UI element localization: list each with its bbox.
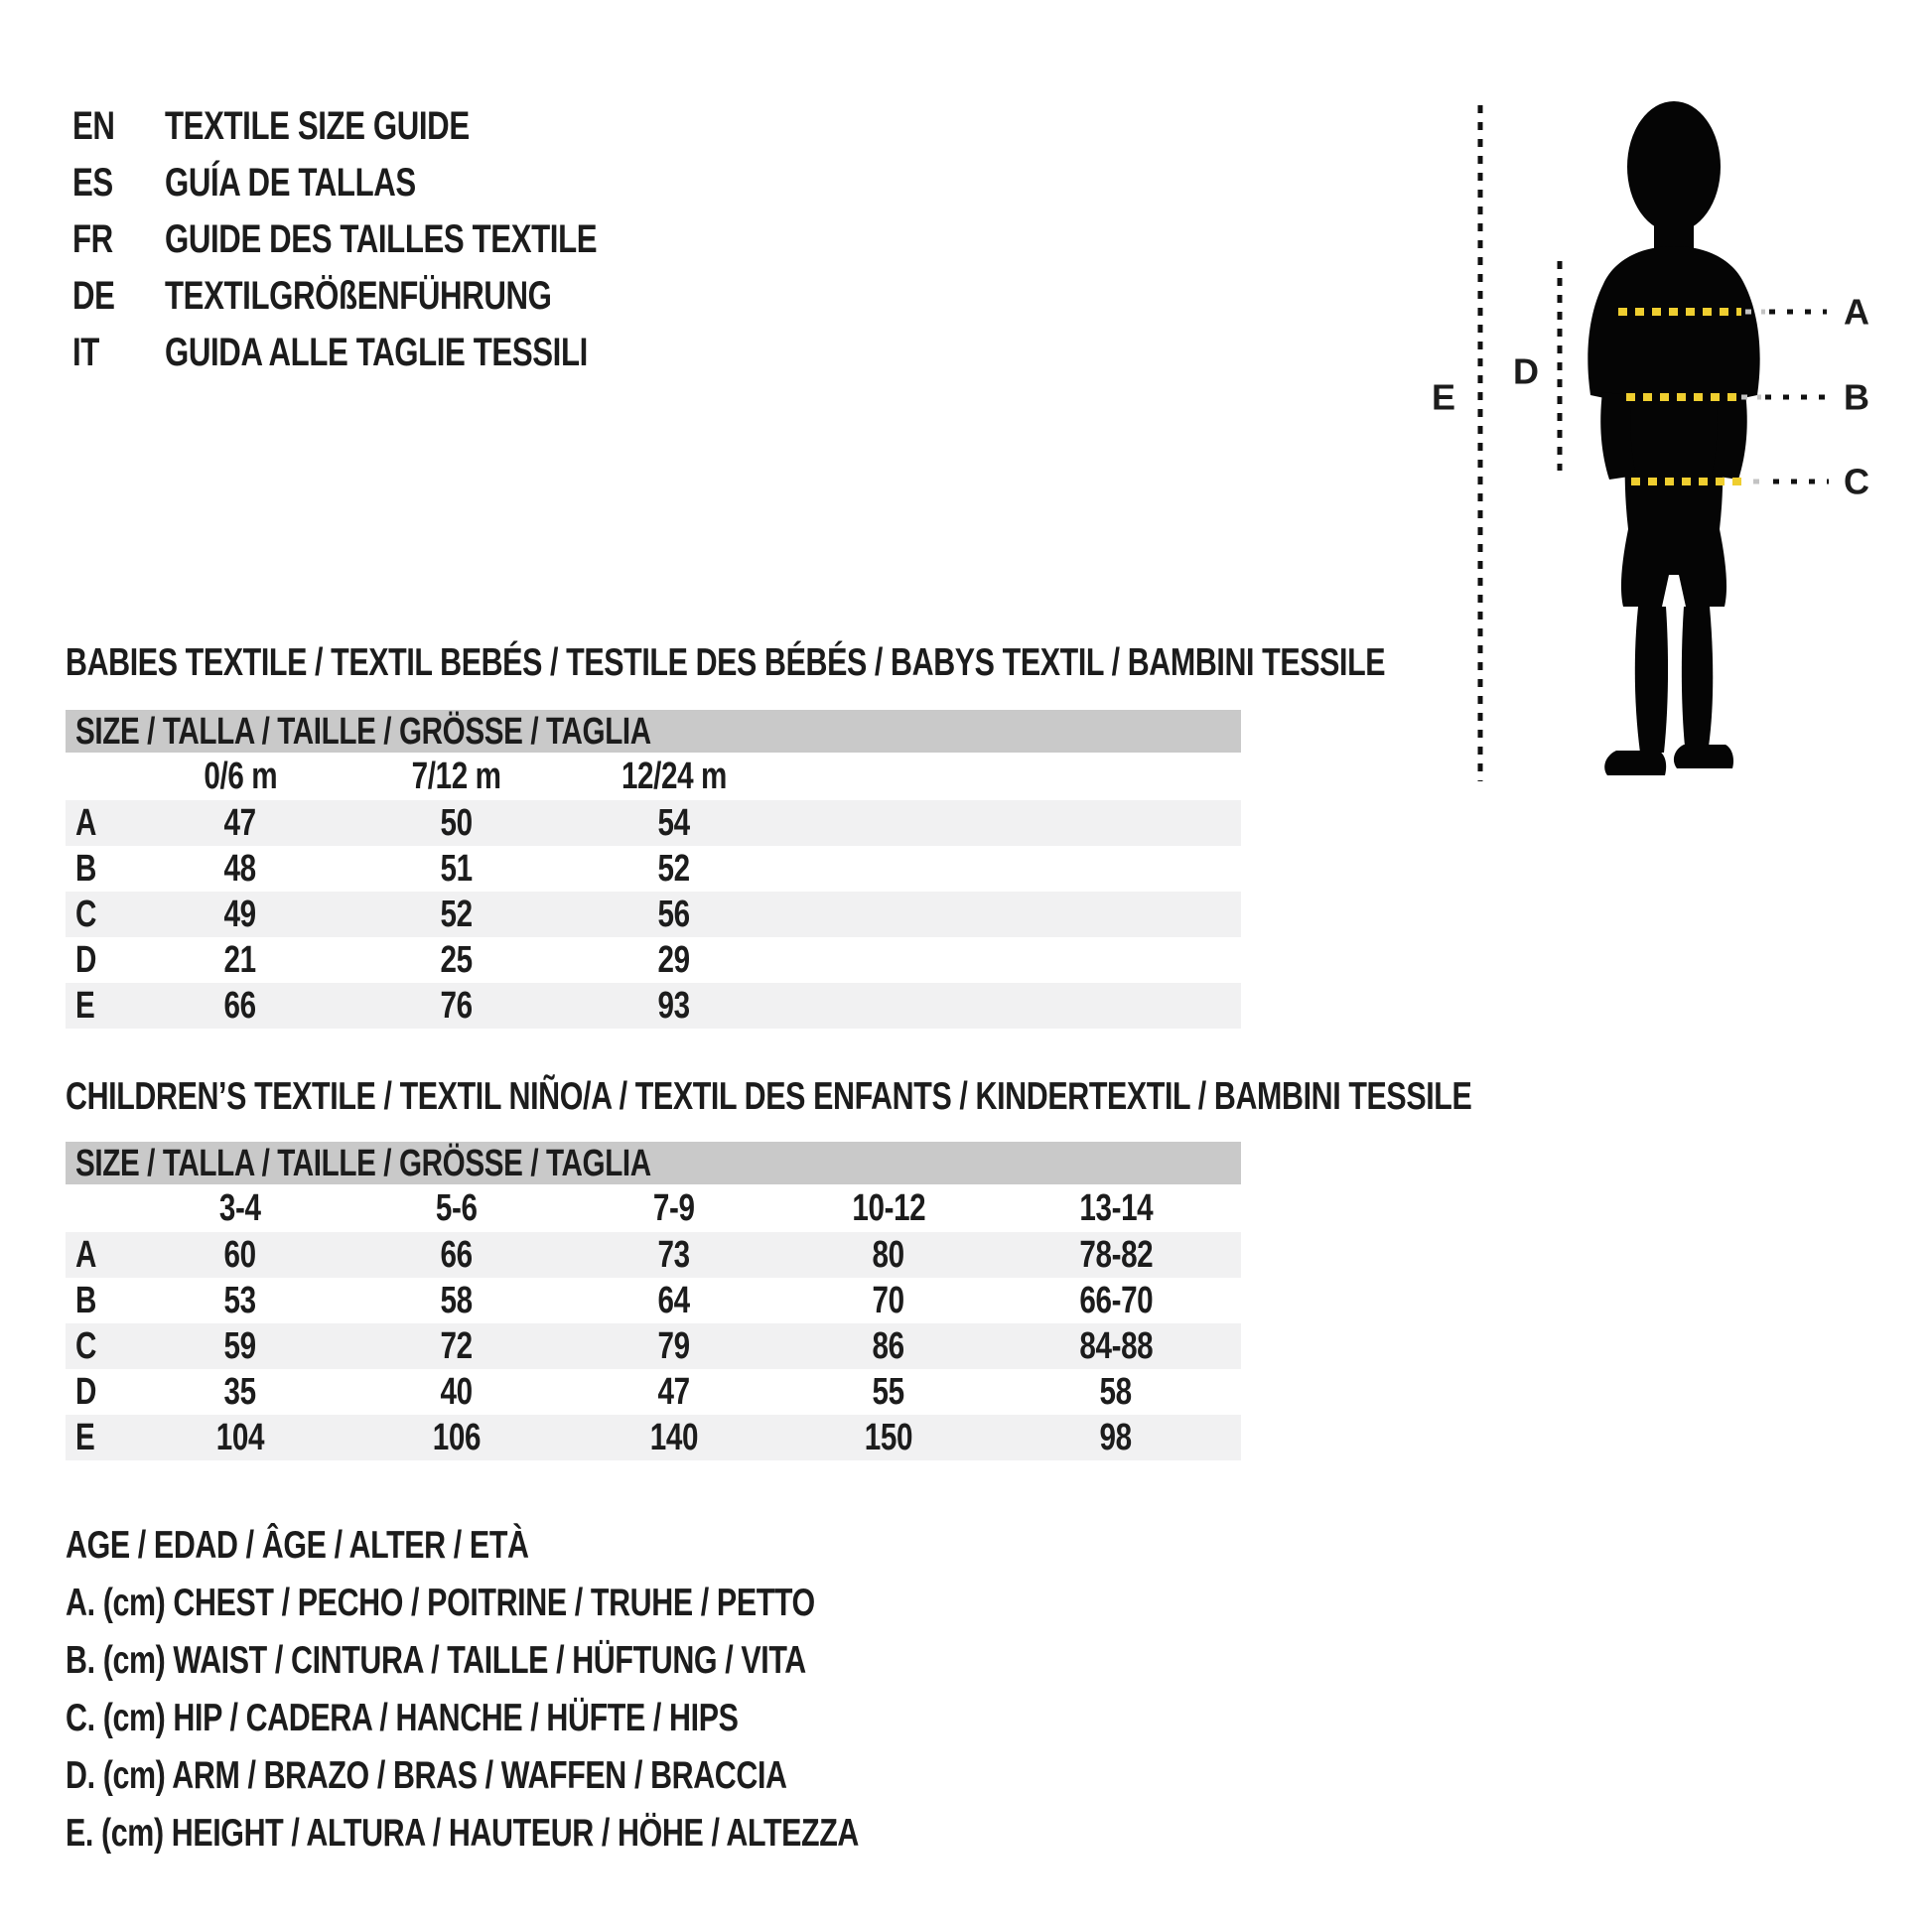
babies-size-table [66,710,1241,1029]
lang-row-es [72,155,719,211]
lang-code: DE [72,274,115,318]
table-row: C 49 52 56 [66,892,1241,937]
table-row: E 104 106 140 150 98 [66,1415,1241,1460]
size-header-bar: SIZE / TALLA / TAILLE / GRÖSSE / TAGLIA [66,710,1241,753]
page-title-es: GUÍA DE TALLAS [165,161,416,205]
lang-code: FR [72,217,113,261]
table-row: C 59 72 79 86 84-88 [66,1323,1241,1369]
child-measurement-diagram [1390,89,1932,794]
legend-waist: B. (cm) WAIST / CINTURA / TAILLE / HÜFTUNG / VITA [66,1639,806,1682]
table-row: A 60 66 73 80 78-82 [66,1232,1241,1278]
page-title: TEXTILE SIZE GUIDE [165,104,470,148]
row-label: D [75,1371,97,1413]
row-label: E [75,1417,95,1458]
legend-hip: C. (cm) HIP / CADERA / HANCHE / HÜFTE / HIPS [66,1697,739,1739]
column-header: 3-4 [219,1187,261,1229]
table-header-row [66,1184,1241,1232]
table-row: B 48 51 52 [75,848,691,890]
row-label: C [75,894,97,935]
row-label: D [75,939,97,981]
table-header-row [66,753,1241,800]
children-section-heading: CHILDREN’S TEXTILE / TEXTIL NIÑO/A / TEXTIL DES ENFANTS / KINDERTEXTIL / BAMBINI TESSILE [66,1075,1472,1118]
legend-chest: A. (cm) CHEST / PECHO / POITRINE / TRUHE / PETTO [66,1582,815,1624]
column-header: 0/6 m [204,756,277,797]
diagram-label-c: C [1844,461,1869,502]
lang-code: ES [72,161,113,205]
row-label: E [75,985,95,1027]
row-label: C [75,1325,97,1367]
row-label: A [75,802,97,844]
row-label: B [75,1280,97,1321]
lang-row-fr [72,211,719,268]
diagram-label-b: B [1844,376,1869,418]
column-header: 5-6 [436,1187,478,1229]
row-label: B [75,848,97,890]
column-header: 12/24 m [621,756,728,797]
diagram-label-d: D [1513,350,1539,392]
lang-code: IT [72,331,99,374]
table-row: B 53 58 64 70 66-70 [75,1280,1153,1321]
column-header: 10-12 [852,1187,925,1229]
lang-row-it [72,325,719,381]
diagram-label-a: A [1844,291,1869,333]
page-title-it: GUIDA ALLE TAGLIE TESSILI [165,331,589,374]
legend-height: E. (cm) HEIGHT / ALTURA / HAUTEUR / HÖHE / ALTEZZA [66,1812,860,1855]
babies-section-heading: BABIES TEXTILE / TEXTIL BEBÉS / TESTILE DES BÉBÉS / BABYS TEXTIL / BAMBINI TESSILE [66,641,1386,684]
lang-row-en [72,98,719,155]
children-size-table [66,1142,1241,1460]
column-header: 7-9 [653,1187,695,1229]
table-row: A 47 50 54 [66,800,1241,846]
row-label: A [75,1234,97,1276]
language-title-block [72,98,719,381]
measurement-legend [66,1526,1082,1871]
page-title-fr: GUIDE DES TAILLES TEXTILE [165,217,598,261]
size-header-bar: SIZE / TALLA / TAILLE / GRÖSSE / TAGLIA [66,1142,1241,1184]
diagram-label-e: E [1431,376,1456,418]
lang-code: EN [72,104,115,148]
table-row: E 66 76 93 [66,983,1241,1029]
legend-age: AGE / EDAD / ÂGE / ALTER / ETÀ [66,1524,529,1567]
legend-arm: D. (cm) ARM / BRAZO / BRAS / WAFFEN / BRACCIA [66,1754,787,1797]
table-row: D 35 40 47 55 58 [75,1371,1133,1413]
page-title-de: TEXTILGRÖßENFÜHRUNG [165,274,552,318]
lang-row-de [72,268,719,325]
table-row: D 21 25 29 [75,939,691,981]
column-header: 13-14 [1079,1187,1153,1229]
column-header: 7/12 m [412,756,501,797]
